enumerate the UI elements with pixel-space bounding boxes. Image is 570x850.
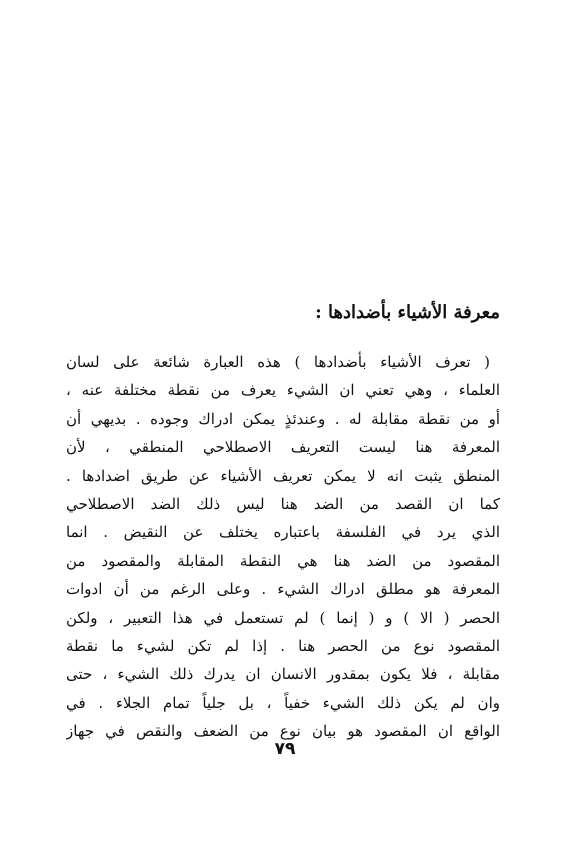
text-line: الواقع ان المقصود هو بيان نوع من الضعف والنقص في جهاز [66,722,500,741]
text-line: الحصر ( الا ) و ( إنما ) لم تستعمل في هذا التعبير ، ولكن [66,608,500,627]
text-line: المقصود نوع من الحصر هنا . إذا لم تكن لشيء ما نقطة [66,636,500,655]
text-line: المعرفة هو مطلق ادراك الشيء . وعلى الرغم من أن ادوات [66,580,500,599]
text-line: كما ان القصد من الضد هنا ليس ذلك الضد الاصطلاحي [66,494,500,513]
text-line: مقابلة ، فلا يكون بمقدور الانسان ان يدرك ذلك الشيء ، حتى [66,665,500,684]
text-line: المنطق يثبت انه لا يمكن تعريف الأشياء عن طريق اضدادها . [66,466,500,485]
text-line: الذي يرد في الفلسفة باعتباره يختلف عن النقيض . انما [66,523,500,542]
text-line: المقصود من الضد هنا هي النقطة المقابلة والمقصود من [66,551,500,570]
text-line: وان لم يكن ذلك الشيء خفياً ، بل جلياً تمام الجلاء . في [66,693,500,712]
page-number: ٧٩ [274,739,296,759]
text-line: أو من نقطة مقابلة له . وعندئذٍ يمكن ادراك وجوده . بديهي أن [66,409,500,428]
text-line: المعرفة هنا ليست التعريف الاصطلاحي المنطقي ، لأن [66,438,500,457]
body-paragraph [66,348,500,745]
section-heading: معرفة الأشياء بأضدادها : [315,302,500,323]
text-line: ( تعرف الأشياء بأضدادها ) هذه العبارة شائعة على لسان [66,353,490,371]
text-line: العلماء ، وهي تعني ان الشيء يعرف من نقطة مختلفة عنه ، [66,381,500,400]
